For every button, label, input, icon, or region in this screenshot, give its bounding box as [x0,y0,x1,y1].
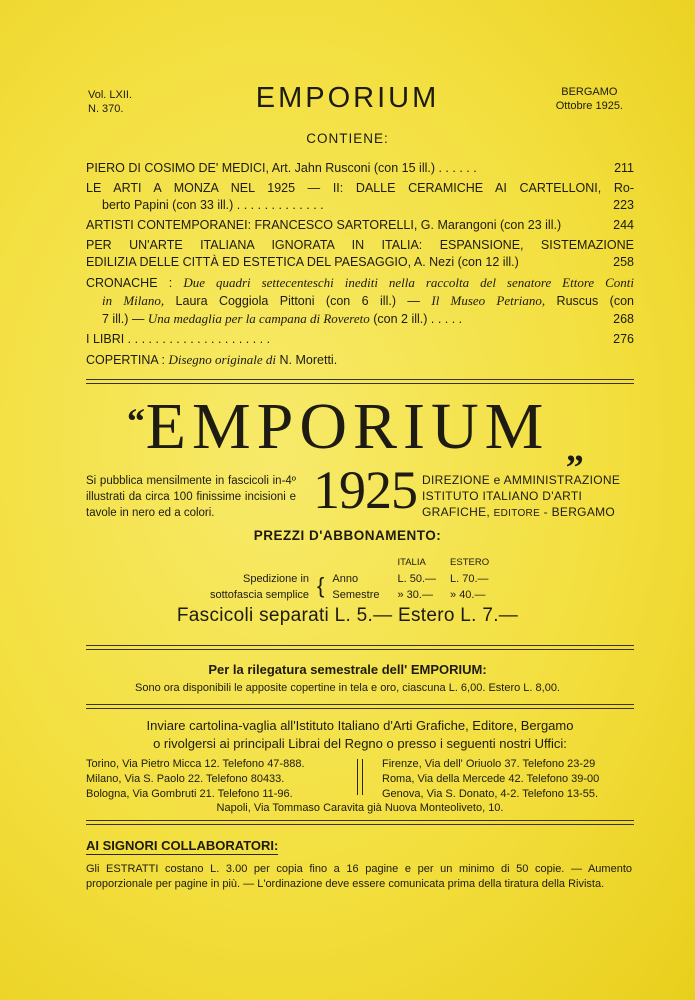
issue-place-date [556,85,623,113]
table-of-contents [86,160,634,372]
office-bologna: Bologna, Via Gombruti 21. Telefono 11-96. [86,788,293,800]
price-semestre-estero: » 40.— [450,589,486,601]
subscription-price-table [206,555,493,603]
office-torino: Torino, Via Pietro Micca 12. Telefono 47-888. [86,758,305,770]
divider [86,645,634,650]
binding-heading: Per la rilegatura semestrale dell' EMPORIUM: [208,662,487,677]
offices-left [86,757,346,802]
ordering-line-1: Inviare cartolina-vaglia all'Istituto Italiano d'Arti Grafiche, Editore, Bergamo [146,718,574,733]
cronache-author-2: Ruscus (con [545,294,634,308]
subscription-heading: PREZZI D'ABBONAMENTO: [253,528,442,543]
collaborators-text: Gli ESTRATTI costano L. 3.00 per copia fino a 16 pagine e per un minimo di 50 copie. — Aumento proporzionale per pagine in più. — L'ordinazione deve essere comunicata prima della tiratura della Rivista. [86,863,632,890]
toc-entry-cronache [86,274,634,328]
offices-right [382,757,642,802]
cronache-ill-count-2: (con 2 ill.) . . . . . [369,312,463,326]
volume: Vol. LXII. [88,89,133,101]
publisher-info [422,472,634,522]
toc-entry-title: LE ARTI A MONZA NEL 1925 — II: DALLE CERAMICHE AI CARTELLONI, Ro- [86,181,634,195]
toc-entry [86,331,634,348]
toc-entry-title: ARTISTI CONTEMPORANEI: FRANCESCO SARTORELLI, G. Marangoni (con 23 ill.) [86,218,562,232]
binding-text: Sono ora disponibili le apposite copertine in tela e oro, ciascuna L. 6,00. Estero L. 8,00. [135,682,560,694]
price-semestre-italia: » 30.— [397,589,433,601]
office-genova: Genova, Via S. Donato, 4-2. Telefono 13-55. [382,788,599,800]
single-issue-price: Fascicoli separati L. 5.— Estero L. 7.— [176,605,519,626]
shipping-label-2: sottofascia semplice [210,589,310,601]
toc-entry-title: PIERO DI COSIMO DE' MEDICI, Art. Jahn Rusconi (con 15 ill.) . . . . . . [86,161,477,175]
collaborators-heading: AI SIGNORI COLLABORATORI: [86,838,279,853]
office-roma: Roma, Via della Mercede 42. Telefono 39-00 [382,773,600,785]
cronache-title-1: Due quadri settecenteschi inediti nella raccolta del senatore Ettore Conti [183,275,635,290]
toc-page-number: 244 [613,218,634,232]
toc-entry-title: I LIBRI . . . . . . . . . . . . . . . . . . . . . [86,332,271,346]
toc-page-number: 258 [613,255,634,269]
divider [86,379,634,384]
toc-entry-title-cont: berto Papini (con 33 ill.) . . . . . . . . . . . . . [102,198,324,212]
masthead-open-quote: “ [127,401,145,441]
cronache-author-1: Laura Coggiola Pittoni (con 6 ill.) — [164,294,432,308]
office-milano: Milano, Via S. Paolo 22. Telefono 80433. [86,773,285,785]
masthead-close-quote: „ [566,429,584,469]
toc-entry [86,160,634,177]
contents-heading: CONTIENE: [306,131,389,146]
period-anno: Anno [332,573,359,585]
header-title: EMPORIUM [255,82,440,114]
office-napoli: Napoli, Via Tommaso Caravita già Nuova Monteoliveto, 10. [216,802,504,814]
price-anno-italia: L. 50.— [397,573,437,585]
brace-glyph: { [317,573,325,598]
col-header-italia: ITALIA [397,557,426,568]
toc-entry [86,180,634,214]
toc-page-number: 211 [614,161,634,175]
publisher-line-1: DIREZIONE e AMMINISTRAZIONE [422,473,621,487]
toc-page-number: 223 [613,198,634,212]
toc-entry-title-cont: EDILIZIA DELLE CITTÀ ED ESTETICA DEL PAESAGGIO, A. Nezi (con 12 ill.) [86,255,519,269]
cronache-title-2: Il Museo Petriano, [431,293,546,308]
publisher-line-3b: EDITORE [493,508,541,519]
toc-entry-title: PER UN'ARTE ITALIANA IGNORATA IN ITALIA: ESPANSIONE, SISTEMAZIONE [86,238,634,252]
publisher-line-3c: - BERGAMO [540,505,616,519]
toc-entry [86,237,634,271]
cronache-ill-count: 7 ill.) — [102,312,148,326]
publication-info: Si pubblica mensilmente in fascicoli in-4º illustrati da circa 100 finissime incisioni e tavole in nero ed a colori. [86,475,296,519]
cronache-title-1-cont: in Milano, [102,293,165,308]
col-header-estero: ESTERO [450,557,490,568]
cover-description: Disegno originale di [168,352,277,367]
office-firenze: Firenze, Via dell' Oriuolo 37. Telefono 23-29 [382,758,596,770]
cronache-label: CRONACHE : [86,276,184,290]
ordering-line-2: o rivolgersi ai principali Librai del Regno o presso i seguenti nostri Uffici: [153,736,567,751]
masthead [0,392,695,462]
cover-artist: N. Moretti. [276,353,338,367]
price-anno-estero: L. 70.— [450,573,489,585]
toc-cover-credit [86,351,634,369]
issue-date: Ottobre 1925. [555,100,623,112]
period-semestre: Semestre [332,589,380,601]
year: 1925 [313,460,417,520]
divider [86,704,634,709]
issue-number: N. 370. [88,103,124,115]
cover-label: COPERTINA : [86,353,169,367]
toc-entry [86,217,634,234]
cronache-title-3: Una medaglia per la campana di Rovereto [147,311,370,326]
toc-page-number: 276 [613,332,634,346]
publisher-line-2: ISTITUTO ITALIANO D'ARTI [422,489,583,503]
masthead-title: EMPORIUM [145,390,550,463]
ordering-instructions [86,717,634,753]
toc-page-number: 268 [613,312,634,326]
offices-separator [357,759,363,795]
city: BERGAMO [561,86,618,98]
divider [86,820,634,825]
publisher-line-3a: GRAFICHE, [422,505,494,519]
shipping-label-1: Spedizione in [242,573,310,585]
